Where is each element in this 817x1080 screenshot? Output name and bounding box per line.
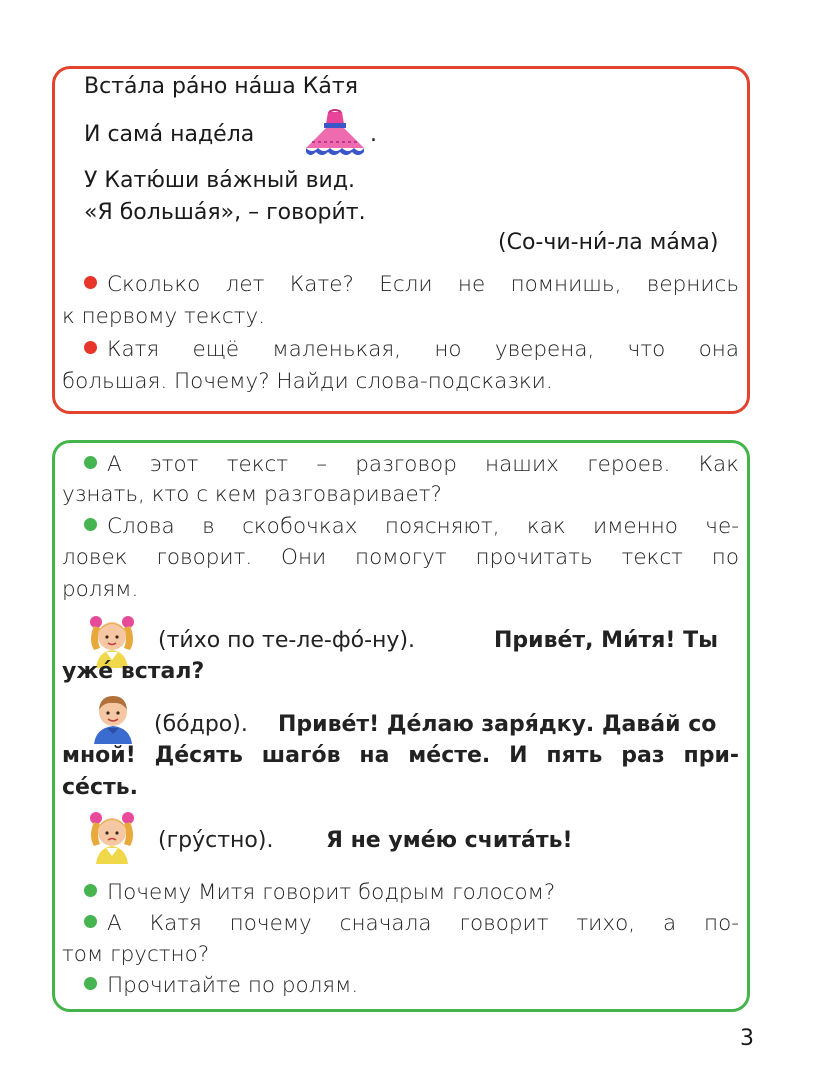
dialogue-3-remark: (гру́стно). xyxy=(158,828,274,853)
dialogue-2-speech: Приве́т! Де́лаю заря́дку. Дава́й со xyxy=(278,712,717,737)
green-intro-1-cont: узнать, кто с кем разговаривает? xyxy=(62,482,442,507)
poem-line-2 xyxy=(84,122,254,147)
dress-icon xyxy=(300,108,370,160)
green-intro-2-cont-2: ролям. xyxy=(62,577,139,602)
poem-line-1: Вста́ла ра́но на́ша Ка́тя xyxy=(84,74,358,99)
dialogue-3-line-1 xyxy=(158,828,273,853)
green-intro-1: А этот текст – разговор наших героев. Как xyxy=(84,452,739,477)
poem-author: (Со-чи-ни́-ла ма́ма) xyxy=(498,230,719,255)
dialogue-2-line-1 xyxy=(154,712,248,737)
dialogue-2-remark: (бо́дро). xyxy=(154,712,248,737)
green-bullet-icon xyxy=(84,518,97,531)
green-bullet-icon xyxy=(84,456,97,469)
green-question-1: Почему Митя говорит бодрым голосом? xyxy=(84,880,555,905)
red-question-2: Катя ещё маленькая, но уверена, что она xyxy=(84,337,739,362)
red-bullet-icon xyxy=(84,276,97,289)
red-question-1: Сколько лет Кате? Если не помнишь, вернись xyxy=(84,272,739,297)
dialogue-2-line-2: мной! Де́сять шаго́в на ме́сте. И пять раз при- xyxy=(62,743,739,768)
green-question-2: А Катя почему сначала говорит тихо, а по- xyxy=(84,911,739,936)
red-bullet-icon xyxy=(84,341,97,354)
red-question-2-cont: большая. Почему? Найди слова-подсказки. xyxy=(62,369,553,394)
boy-icon xyxy=(84,688,142,744)
green-bullet-icon xyxy=(84,884,97,897)
green-question-2-cont: том грустно? xyxy=(62,942,210,967)
dialogue-1-speech: Приве́т, Ми́тя! Ты xyxy=(494,628,718,653)
poem-line-4: «Я больша́я», – говори́т. xyxy=(84,200,366,225)
poem-line-3: У Катю́ши ва́жный вид. xyxy=(84,168,356,193)
girl-icon xyxy=(82,806,142,864)
red-question-1-cont: к первому тексту. xyxy=(62,304,266,329)
green-intro-2-cont: ловек говорит. Они помогут прочитать текст по xyxy=(62,545,739,570)
dialogue-1-line-1 xyxy=(158,628,415,653)
green-intro-2: Слова в скобочках поясняют, как именно че- xyxy=(84,514,739,539)
green-bullet-icon xyxy=(84,915,97,928)
poem-line-2-text: И сама́ наде́ла xyxy=(84,122,255,147)
dialogue-2-line-3: се́сть. xyxy=(62,775,139,800)
dialogue-1-line-2: уже́ встал? xyxy=(62,659,205,684)
dialogue-1-remark: (ти́хо по те-ле-фо́-ну). xyxy=(158,628,416,653)
green-question-3: Прочитайте по ролям. xyxy=(84,973,358,998)
dialogue-3-speech: Я не уме́ю счита́ть! xyxy=(326,828,573,853)
green-bullet-icon xyxy=(84,977,97,990)
poem-line-2-end: . xyxy=(370,122,377,147)
page-number: 3 xyxy=(740,1026,754,1051)
